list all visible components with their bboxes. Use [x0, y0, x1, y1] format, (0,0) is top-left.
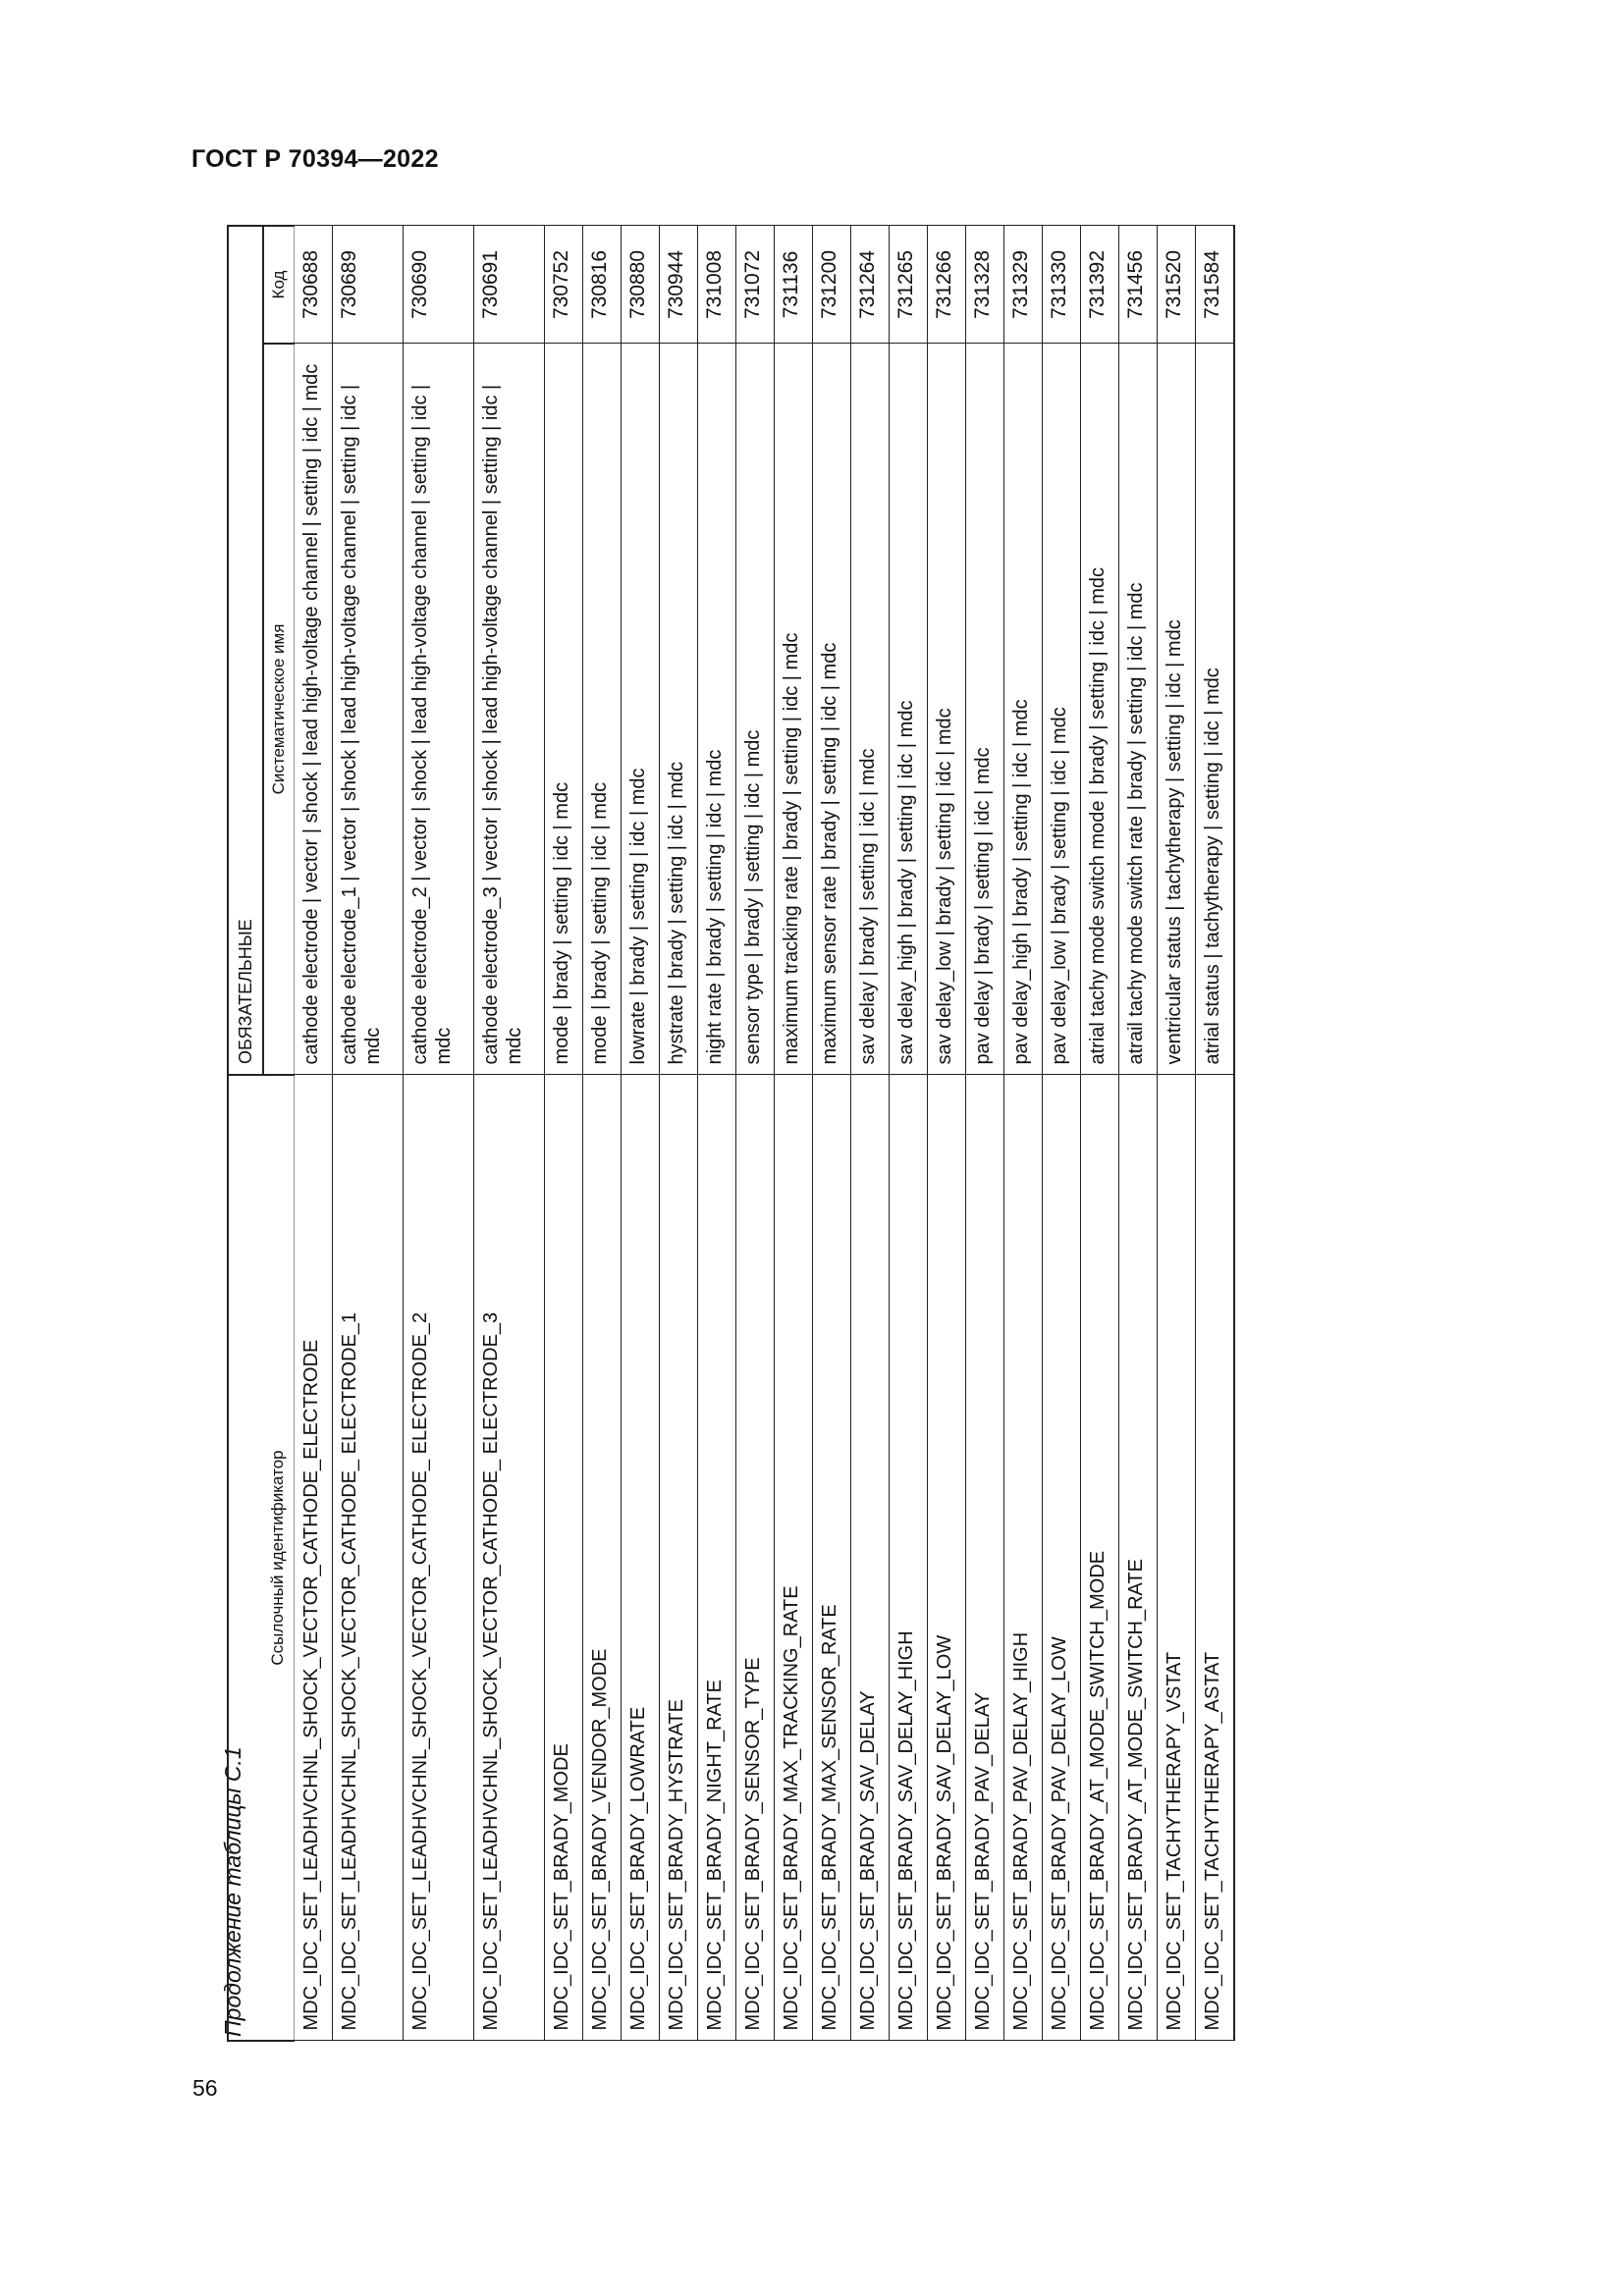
systematic-name-cell: atrail tachy mode switch rate | brady | setting | idc | mdc [1119, 344, 1158, 1075]
code-cell: 730691 [474, 226, 545, 344]
reference-identifier-cell: MDC_IDC_SET_BRADY_LOWRATE [622, 1075, 660, 2041]
table-row [295, 226, 333, 2041]
reference-identifier-cell: MDC_IDC_SET_BRADY_PAV_DELAY [966, 1075, 1004, 2041]
group-header-title: ОБЯЗАТЕЛЬНЫЕ [228, 226, 263, 1075]
systematic-name-cell: sav delay | brady | setting | idc | mdc [851, 344, 890, 1075]
systematic-name-cell: maximum sensor rate | brady | setting | idc | mdc [813, 344, 851, 1075]
reference-identifier-cell: MDC_IDC_SET_LEADHVCHNL_SHOCK_VECTOR_CATHODE_ELECTRODE [295, 1075, 333, 2041]
reference-identifier-cell: MDC_IDC_SET_BRADY_HYSTRATE [660, 1075, 698, 2041]
table-body [295, 226, 1234, 2041]
systematic-name-cell: pav delay | brady | setting | idc | mdc [966, 344, 1004, 1075]
table-row [583, 226, 622, 2041]
group-header-blank [228, 1075, 263, 2041]
code-cell: 730689 [333, 226, 404, 344]
reference-identifier-cell: MDC_IDC_SET_BRADY_SENSOR_TYPE [736, 1075, 775, 2041]
table-row [404, 226, 474, 2041]
table-row [474, 226, 545, 2041]
reference-identifier-cell: MDC_IDC_SET_TACHYTHERAPY_ASTAT [1196, 1075, 1234, 2041]
table-row [890, 226, 928, 2041]
systematic-name-cell: cathode electrode_3 | vector | shock | lead high-voltage channel | setting | idc | mdc [474, 344, 545, 1075]
table-row [851, 226, 890, 2041]
systematic-name-cell: cathode electrode_2 | vector | shock | lead high-voltage channel | setting | idc | mdc [404, 344, 474, 1075]
systematic-name-cell: sensor type | brady | setting | idc | mdc [736, 344, 775, 1075]
code-cell: 731520 [1158, 226, 1196, 344]
table-row [1119, 226, 1158, 2041]
systematic-name-cell: cathode electrode | vector | shock | lead high-voltage channel | setting | idc | mdc [295, 344, 333, 1075]
code-cell: 730690 [404, 226, 474, 344]
code-cell: 730688 [295, 226, 333, 344]
table-row [966, 226, 1004, 2041]
systematic-name-cell: cathode electrode_1 | vector | shock | lead high-voltage channel | setting | idc | mdc [333, 344, 404, 1075]
code-cell: 731266 [928, 226, 966, 344]
reference-identifier-cell: MDC_IDC_SET_BRADY_AT_MODE_SWITCH_MODE [1081, 1075, 1119, 2041]
reference-identifier-cell: MDC_IDC_SET_BRADY_MODE [545, 1075, 583, 2041]
reference-identifier-cell: MDC_IDC_SET_BRADY_NIGHT_RATE [698, 1075, 736, 2041]
code-cell: 730752 [545, 226, 583, 344]
reference-identifier-cell: MDC_IDC_SET_BRADY_PAV_DELAY_HIGH [1004, 1075, 1043, 2041]
column-header-name: Систематическое имя [263, 344, 295, 1075]
code-cell: 731136 [775, 226, 813, 344]
systematic-name-cell: maximum tracking rate | brady | setting | idc | mdc [775, 344, 813, 1075]
document-header: ГОСТ Р 70394—2022 [191, 145, 439, 173]
systematic-name-cell: hystrate | brady | setting | idc | mdc [660, 344, 698, 1075]
rotated-table-container [227, 227, 1235, 2042]
table-row [1004, 226, 1043, 2041]
table-row [545, 226, 583, 2041]
column-header-code: Код [263, 226, 295, 344]
code-cell: 730880 [622, 226, 660, 344]
systematic-name-cell: sav delay_low | brady | setting | idc | mdc [928, 344, 966, 1075]
systematic-name-cell: ventricular status | tachytherapy | setting | idc | mdc [1158, 344, 1196, 1075]
systematic-name-cell: mode | brady | setting | idc | mdc [545, 344, 583, 1075]
code-cell: 730944 [660, 226, 698, 344]
reference-identifier-cell: MDC_IDC_SET_BRADY_SAV_DELAY [851, 1075, 890, 2041]
page-number: 56 [192, 2075, 218, 2101]
systematic-name-cell: atrial status | tachytherapy | setting | idc | mdc [1196, 344, 1234, 1075]
systematic-name-cell: pav delay_low | brady | setting | idc | mdc [1043, 344, 1081, 1075]
table-row [775, 226, 813, 2041]
data-table [227, 225, 1235, 2042]
systematic-name-cell: lowrate | brady | setting | idc | mdc [622, 344, 660, 1075]
code-cell: 730816 [583, 226, 622, 344]
table-row [813, 226, 851, 2041]
table-row [1158, 226, 1196, 2041]
reference-identifier-cell: MDC_IDC_SET_BRADY_MAX_TRACKING_RATE [775, 1075, 813, 2041]
column-header-id: Ссылочный идентификатор [263, 1075, 295, 2041]
reference-identifier-cell: MDC_IDC_SET_BRADY_SAV_DELAY_HIGH [890, 1075, 928, 2041]
table-row [622, 226, 660, 2041]
code-cell: 731584 [1196, 226, 1234, 344]
systematic-name-cell: night rate | brady | setting | idc | mdc [698, 344, 736, 1075]
column-header-row [263, 226, 295, 2041]
table-row [1196, 226, 1234, 2041]
code-cell: 731456 [1119, 226, 1158, 344]
reference-identifier-cell: MDC_IDC_SET_BRADY_MAX_SENSOR_RATE [813, 1075, 851, 2041]
code-cell: 731328 [966, 226, 1004, 344]
code-cell: 731008 [698, 226, 736, 344]
code-cell: 731329 [1004, 226, 1043, 344]
reference-identifier-cell: MDC_IDC_SET_TACHYTHERAPY_VSTAT [1158, 1075, 1196, 2041]
reference-identifier-cell: MDC_IDC_SET_BRADY_VENDOR_MODE [583, 1075, 622, 2041]
reference-identifier-cell: MDC_IDC_SET_LEADHVCHNL_SHOCK_VECTOR_CATHODE_ ELECTRODE_3 [474, 1075, 545, 2041]
reference-identifier-cell: MDC_IDC_SET_LEADHVCHNL_SHOCK_VECTOR_CATHODE_ ELECTRODE_1 [333, 1075, 404, 2041]
group-header-row [228, 226, 263, 2041]
table-row [660, 226, 698, 2041]
table-row [333, 226, 404, 2041]
code-cell: 731265 [890, 226, 928, 344]
table-row [928, 226, 966, 2041]
code-cell: 731072 [736, 226, 775, 344]
systematic-name-cell: mode | brady | setting | idc | mdc [583, 344, 622, 1075]
table-caption: Продолжение таблицы С.1 [220, 1746, 245, 2037]
table-row [736, 226, 775, 2041]
reference-identifier-cell: MDC_IDC_SET_BRADY_SAV_DELAY_LOW [928, 1075, 966, 2041]
table-row [1043, 226, 1081, 2041]
reference-identifier-cell: MDC_IDC_SET_BRADY_PAV_DELAY_LOW [1043, 1075, 1081, 2041]
code-cell: 731392 [1081, 226, 1119, 344]
reference-identifier-cell: MDC_IDC_SET_LEADHVCHNL_SHOCK_VECTOR_CATHODE_ ELECTRODE_2 [404, 1075, 474, 2041]
code-cell: 731264 [851, 226, 890, 344]
table-row [698, 226, 736, 2041]
code-cell: 731330 [1043, 226, 1081, 344]
systematic-name-cell: atrial tachy mode switch mode | brady | setting | idc | mdc [1081, 344, 1119, 1075]
systematic-name-cell: sav delay_high | brady | setting | idc | mdc [890, 344, 928, 1075]
code-cell: 731200 [813, 226, 851, 344]
systematic-name-cell: pav delay_high | brady | setting | idc | mdc [1004, 344, 1043, 1075]
reference-identifier-cell: MDC_IDC_SET_BRADY_AT_MODE_SWITCH_RATE [1119, 1075, 1158, 2041]
table-row [1081, 226, 1119, 2041]
